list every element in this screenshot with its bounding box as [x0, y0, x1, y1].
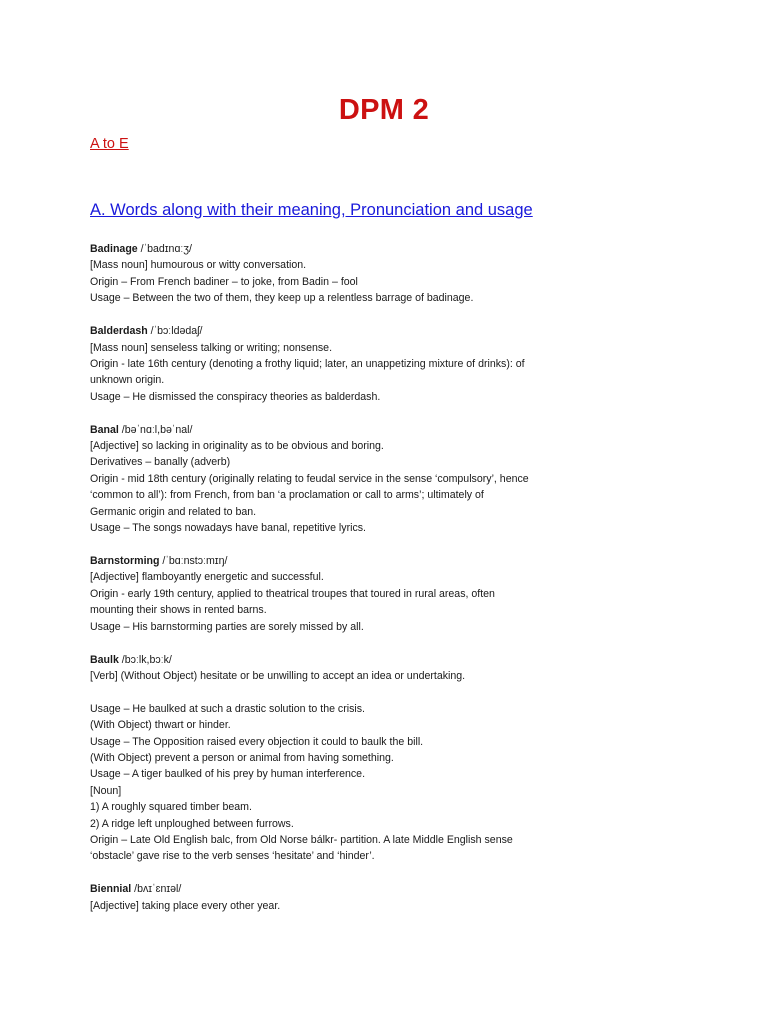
entry-line: Usage – His barnstorming parties are sorely missed by all. [90, 620, 364, 633]
entry-pronunciation: /bɔːlk,bɔːk/ [118, 653, 172, 666]
entry-line: ‘common to all’): from French, from ban ‘a proclamation or call to arms’; ultimately of [90, 489, 484, 502]
entry-pronunciation: /ˈbadɪnɑːʒ/ [137, 243, 192, 255]
entry-word: Banal [90, 423, 119, 436]
entry-biennial [90, 881, 690, 914]
entry-word: Balderdash [90, 325, 148, 338]
entry-line: Germanic origin and related to ban. [90, 505, 257, 518]
entry-word: Baulk [90, 653, 119, 666]
entry-line: mounting their shows in rented barns. [90, 604, 267, 617]
entry-badinage [90, 241, 690, 307]
entry-line: Derivatives – banally (adverb) [90, 456, 231, 469]
entry-banal [90, 422, 690, 537]
entry-line: Origin – Late Old English balc, from Old Norse bálkr- partition. A late Middle English sense [90, 833, 513, 846]
range-link[interactable]: A to E [90, 136, 129, 152]
entry-word: Barnstorming [90, 555, 160, 567]
entry-head [90, 553, 690, 569]
entry-line: Origin - early 19th century, applied to theatrical troupes that toured in rural areas, often [90, 587, 495, 600]
entry-line: unknown origin. [90, 374, 165, 387]
entry-word: Biennial [90, 883, 132, 896]
entry-line: Usage – A tiger baulked of his prey by human interference. [90, 768, 366, 781]
entry-line: Origin - mid 18th century (originally relating to feudal service in the sense ‘compulsory’, hence [90, 472, 529, 485]
entry-balderdash [90, 323, 690, 405]
entry-line: 2) A ridge left unploughed between furrows. [90, 817, 294, 830]
entry-line: Origin - late 16th century (denoting a frothy liquid; later, an unappetizing mixture of drinks): of [90, 357, 525, 370]
entry-line: [Mass noun] humourous or witty conversation. [90, 259, 307, 272]
entry-line: ‘obstacle’ gave rise to the verb senses ‘hesitate’ and ‘hinder’. [90, 850, 375, 863]
entry-line: [Adjective] so lacking in originality as to be obvious and boring. [90, 440, 384, 453]
entry-line: [Mass noun] senseless talking or writing; nonsense. [90, 341, 333, 354]
entry-head [90, 323, 690, 339]
entry-line: 1) A roughly squared timber beam. [90, 801, 252, 814]
entry-head [90, 422, 690, 438]
section-heading-link[interactable]: A. Words along with their meaning, Pronunciation and usage [90, 201, 533, 219]
entry-line: Usage – He dismissed the conspiracy theories as balderdash. [90, 390, 381, 403]
entry-line: [Noun] [90, 784, 122, 797]
entry-line: Usage – The Opposition raised every objection it could to baulk the bill. [90, 735, 424, 748]
entry-pronunciation: /bʌɪˈɛnɪəl/ [131, 883, 182, 896]
entry-head [90, 652, 690, 668]
entry-line: [Adjective] taking place every other year. [90, 899, 281, 912]
entry-line: Usage – Between the two of them, they keep up a relentless barrage of badinage. [90, 292, 474, 305]
entry-list [90, 241, 690, 931]
entry-line: (With Object) prevent a person or animal from having something. [90, 751, 394, 764]
entry-pronunciation: /ˈbɑːnstɔːmɪŋ/ [159, 555, 228, 567]
entry-baulk [90, 652, 690, 865]
entry-pronunciation: /bəˈnɑːl,bəˈnal/ [118, 423, 193, 436]
entry-word: Badinage [90, 243, 138, 255]
entry-line: (With Object) thwart or hinder. [90, 719, 231, 732]
entry-line: [Verb] (Without Object) hesitate or be unwilling to accept an idea or undertaking. [90, 669, 466, 682]
entry-line: Usage – He baulked at such a drastic solution to the crisis. [90, 702, 365, 715]
entry-line: [Adjective] flamboyantly energetic and successful. [90, 571, 324, 584]
entry-head [90, 881, 690, 897]
entry-head [90, 241, 690, 257]
entry-barnstorming [90, 553, 690, 635]
entry-line: Usage – The songs nowadays have banal, repetitive lyrics. [90, 522, 366, 535]
entry-line: Origin – From French badiner – to joke, from Badin – fool [90, 275, 358, 288]
document-title: DPM 2 [338, 94, 430, 126]
entry-pronunciation: /ˈbɔːldədaʃ/ [147, 325, 203, 338]
